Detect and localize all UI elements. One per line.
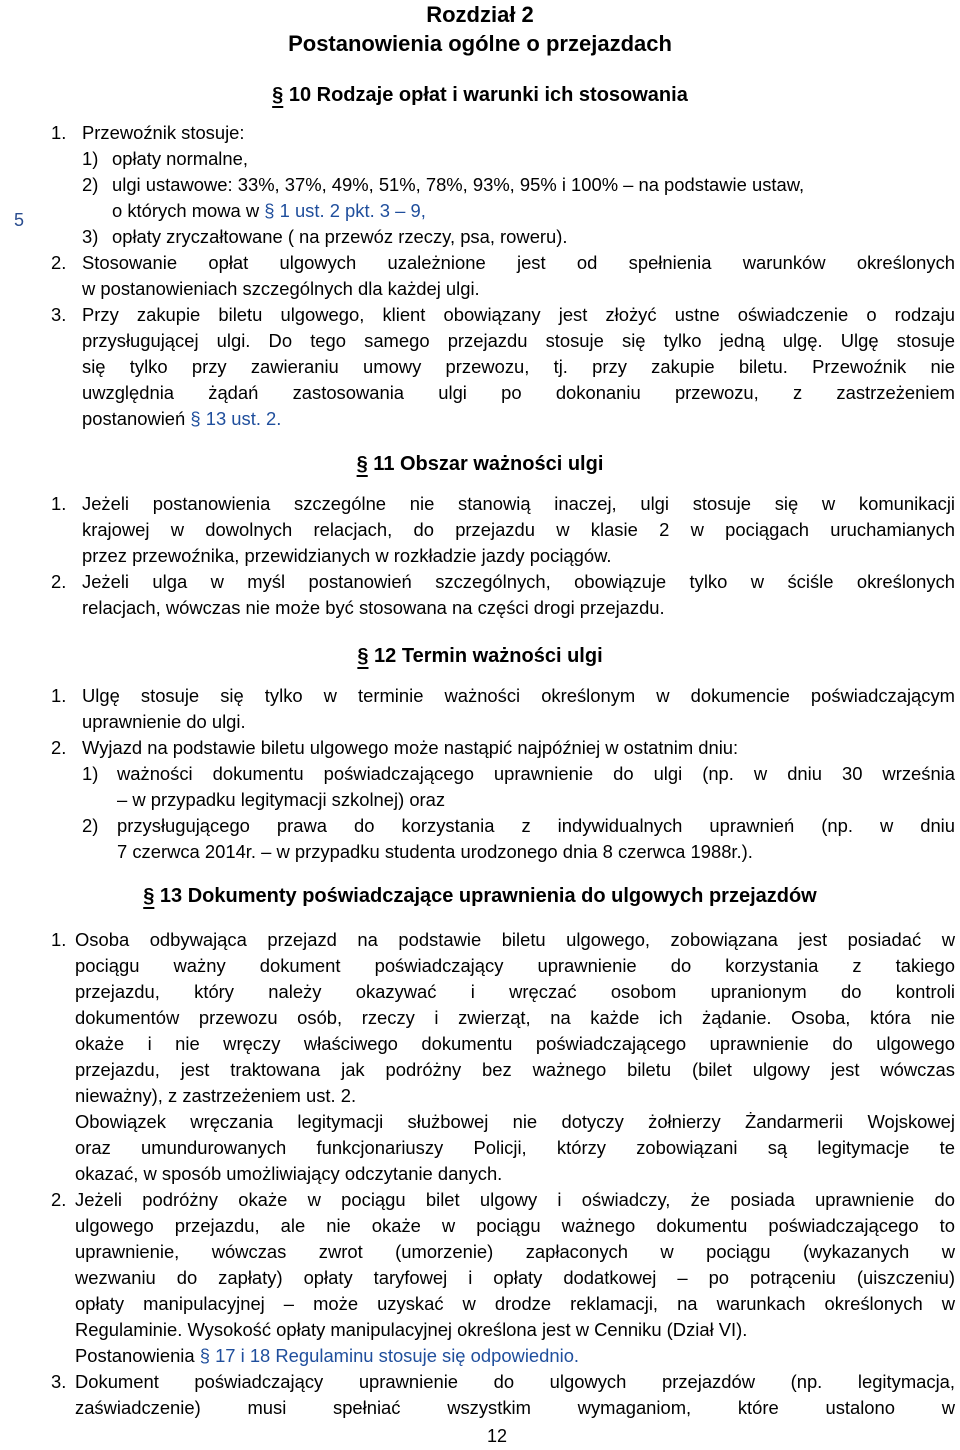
s10-p2-line1: Stosowanie opłat ulgowych uzależnione jest od spełnienia warunków określonych [82,252,955,273]
s11-p1-line3: przez przewoźnika, przewidzianych w rozkładzie jazdy pociągów. [82,545,612,566]
s13-p2-text: Postanowienia [75,1345,200,1366]
s12-item2-line2: 7 czerwca 2014r. – w przypadku studenta urodzonego dnia 8 czerwca 1988r.). [117,841,753,862]
chapter-title: Postanowienia ogólne o przejazdach [288,31,672,56]
s13-p2-last-line [75,1345,579,1367]
s13-p1-line: pociągu ważny dokument poświadczający uprawnienie do korzystania z takiego [75,955,955,976]
s10-p1-num: 1. [51,122,67,143]
s12-p1-num: 1. [51,685,67,706]
section-sign: § [272,84,284,106]
section-10-title: 10 Rodzaje opłat i warunki ich stosowania [288,84,688,106]
s13-p1-line: nieważny), z zastrzeżeniem ust. 2. [75,1085,357,1106]
s11-p1-num: 1. [51,493,67,514]
s10-p1-item2-text: o których mowa w [112,200,265,221]
s12-p1-line2: uprawnienie do ulgi. [82,711,246,732]
s12-p2-line1: Wyjazd na podstawie biletu ulgowego może nastąpić najpóźniej w ostatnim dniu: [82,737,739,758]
page-number: 12 [487,1426,508,1446]
s13-p2-line: ulgowego przejazdu, ale nie okaże w pociągu ważnego dokumentu poświadczającego to [75,1215,955,1236]
s13-p1-line: Osoba odbywająca przejazd na podstawie biletu ulgowego, zobowiązana jest posiadać w [75,929,955,950]
s13-p1-line: okaże i nie wręczy właściwego dokumentu poświadczającego uprawnienie do ulgowego [75,1033,955,1054]
s13-p2-line: Jeżeli podróżny okaże w pociągu bilet ulgowy i oświadczy, że posiada uprawnienie do [75,1189,955,1210]
s12-p2-num: 2. [51,737,67,758]
s10-p1-item3: opłaty zryczałtowane ( na przewóz rzeczy, psa, roweru). [112,226,568,247]
s10-p3-line3: się tylko przy zawieraniu umowy przewozu, tj. przy zakupie biletu. Przewoźnik nie [82,356,955,377]
section-11-title: 11 Obszar ważności ulgi [373,453,604,475]
s12-item2-num: 2) [82,815,99,836]
s10-p3-line4: uwzględnia żądań zastosowania ulgi po dokonaniu przewozu, z zastrzeżeniem [82,382,955,403]
s12-item1-num: 1) [82,763,99,784]
section-10-heading [0,84,960,107]
s13-p2-line: opłaty manipulacyjnej – może uzyskać w drodze reklamacji, na warunkach określonych w [75,1293,955,1314]
s10-p3-line5 [82,408,281,430]
s10-p3-num: 3. [51,304,67,325]
s13-p1-line: przejazdu, który należy okazywać i wręczać osobom upranionym do kontroli [75,981,955,1002]
s10-p1-item2-line1: ulgi ustawowe: 33%, 37%, 49%, 51%, 78%, 93%, 95% i 100% – na podstawie ustaw, [112,174,805,195]
s11-p2-num: 2. [51,571,67,592]
s13-p1b-line: oraz umundurowanych funkcjonariuszy Policji, którzy zobowiązani są legitymacje te [75,1137,955,1158]
s12-item1-line1: ważności dokumentu poświadczającego uprawnienie do ulgi (np. w dniu 30 września [117,763,955,784]
s12-p1-line1: Ulgę stosuje się tylko w terminie ważności określonym w dokumencie poświadczającym [82,685,955,706]
s10-p1-intro: Przewoźnik stosuje: [82,122,245,143]
section-sign: § [357,645,369,667]
section-11-heading [0,453,960,476]
s11-p2-line2: relacjach, wówczas nie może być stosowana na części drogi przejazdu. [82,597,665,618]
s13-p2-link[interactable]: § 17 i 18 Regulaminu stosuje się odpowiednio. [199,1345,580,1366]
section-sign: § [143,885,155,907]
s10-p1-item2-num: 2) [82,174,99,195]
s13-p2-line: uprawnienie, wówczas zwrot (umorzenie) zapłaconych w pociągu (wykazanych w [75,1241,955,1262]
s10-p1-item1-num: 1) [82,148,99,169]
s12-item1-line2: – w przypadku legitymacji szkolnej) oraz [117,789,446,810]
s10-p1-item2-link[interactable]: § 1 ust. 2 pkt. 3 – 9, [264,200,426,221]
s10-p2-num: 2. [51,252,67,273]
section-13-heading [0,885,960,908]
s10-p1-item2-line2 [112,200,426,222]
s12-item2-line1: przysługującego prawa do korzystania z indywidualnych uprawnień (np. w dniu [117,815,955,836]
section-12-title: 12 Termin ważności ulgi [374,645,603,667]
s11-p2-line1: Jeżeli ulga w myśl postanowień szczególnych, obowiązuje tylko w ściśle określonych [82,571,955,592]
s13-p1b-line: Obowiązek wręczania legitymacji służbowej nie dotyczy żołnierzy Żandarmerii Wojskowej [75,1111,955,1132]
s13-p1-line: przejazdu, jest traktowana jak podróżny bez ważnego biletu (bilet ulgowy jest wówczas [75,1059,955,1080]
section-13-title: 13 Dokumenty poświadczające uprawnienia do ulgowych przejazdów [159,885,817,907]
s13-p1b-line: okazać, w sposób umożliwiający odczytanie danych. [75,1163,503,1184]
s10-p1-item3-num: 3) [82,226,99,247]
section-sign: § [356,453,368,475]
s11-p1-line1: Jeżeli postanowienia szczególne nie stanowią inaczej, ulgi stosuje się w komunikacji [82,493,955,514]
s10-p1-item1: opłaty normalne, [112,148,248,169]
s13-p2-num: 2. [51,1189,67,1210]
s13-p2-line: wezwaniu do zapłaty) opłaty taryfowej i opłaty dodatkowej – po potrąceniu (uiszczeniu) [75,1267,955,1288]
s10-p3-line2: przysługującej ulgi. Do tego samego przejazdu stosuje się tylko jedną ulgę. Ulgę stosuje [82,330,955,351]
chapter-label: Rozdział 2 [426,2,534,27]
s13-p3-line1: Dokument poświadczający uprawnienie do ulgowych przejazdów (np. legitymacja, [75,1371,955,1392]
s13-p1-line: dokumentów przewozu osób, rzeczy i zwierząt, na każde ich żądanie. Osoba, która nie [75,1007,955,1028]
s13-p3-line2: zaświadczenie) musi spełniać wszystkim wymaganiom, które ustalono w [75,1397,955,1418]
section-12-heading [0,645,960,668]
s13-p3-num: 3. [51,1371,67,1392]
s10-p3-link[interactable]: § 13 ust. 2. [190,408,282,429]
s10-p3-line1: Przy zakupie biletu ulgowego, klient obowiązany jest złożyć ustne oświadczenie o rodzaju [82,304,955,325]
s10-p2-line2: w postanowieniach szczególnych dla każdej ulgi. [82,278,480,299]
margin-number: 5 [14,210,25,230]
s10-p3-text: postanowień [82,408,191,429]
s11-p1-line2: krajowej w dowolnych relacjach, do przejazdu w klasie 2 w pociągach uruchamianych [82,519,955,540]
s13-p1-num: 1. [51,929,67,950]
s13-p2-line: Regulaminie. Wysokość opłaty manipulacyjnej określona jest w Cenniku (Dział VI). [75,1319,748,1340]
